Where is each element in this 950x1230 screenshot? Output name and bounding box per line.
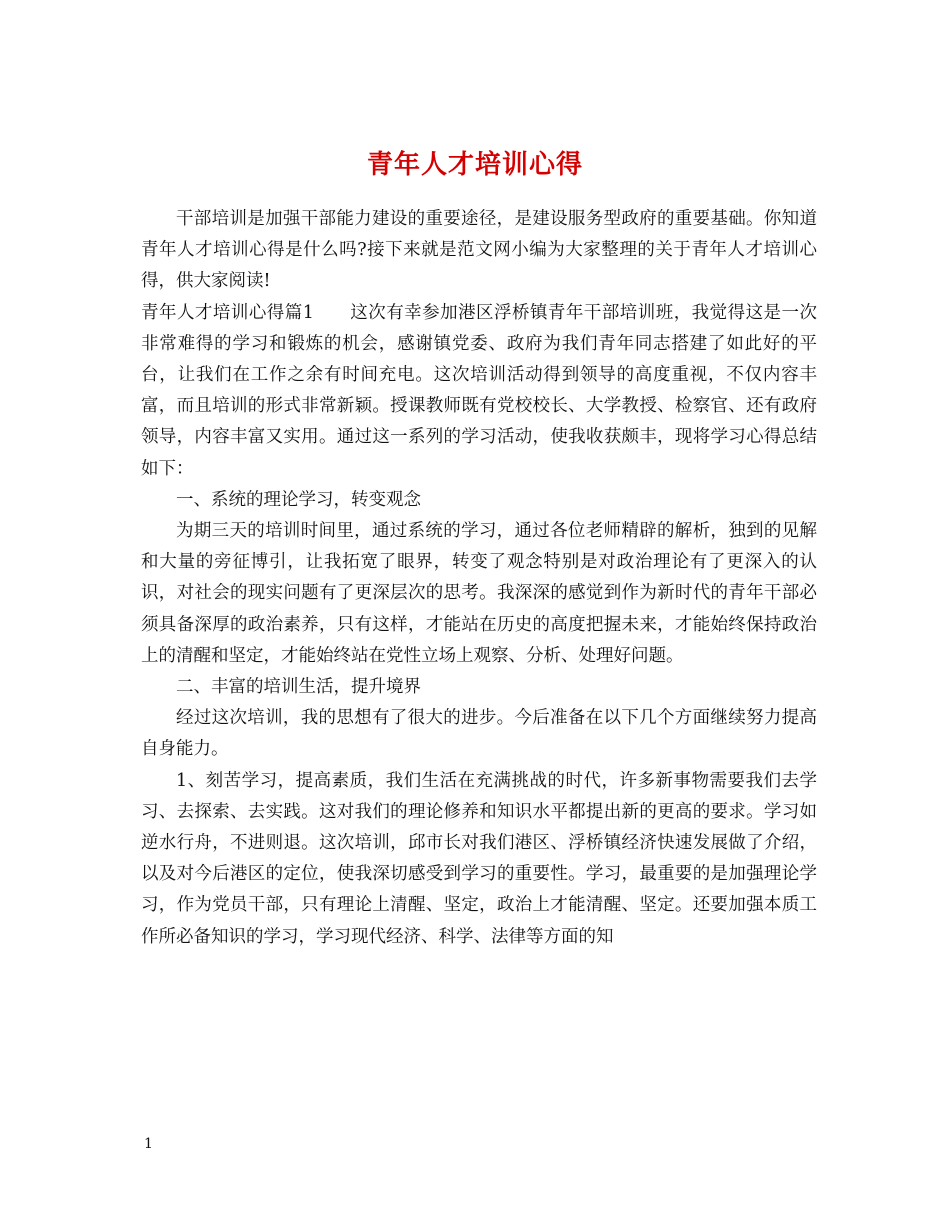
section-1-paragraph: 青年人才培训心得篇1 这次有幸参加港区浮桥镇青年干部培训班，我觉得这是一次非常难得的学习和锻炼的机会，感谢镇党委、政府为我们青年同志搭建了如此好的平台，让我们在工作之余有时间充电。这次培训活动得到领导的高度重视，不仅内容丰富，而且培训的形式非常新颖。授课教师既有党校校长、大学教授、检察官、还有政府领导，内容丰富又实用。通过这一系列的学习活动，使我收获颇丰，现将学习心得总结如下： bbox=[141, 302, 817, 479]
theory-study-paragraph: 为期三天的培训时间里，通过系统的学习，通过各位老师精辟的解析，独到的见解和大量的旁征博引，让我拓宽了眼界，转变了观念特别是对政治理论有了更深入的认识，对社会的现实问题有了更深层次的思考。我深深的感觉到作为新时代的青年干部必须具备深厚的政治素养，只有这样，才能站在历史的高度把握未来，才能始终保持政治上的清醒和坚定，才能始终站在党性立场上观察、分析、处理好问题。 bbox=[141, 521, 817, 666]
intro-paragraph: 干部培训是加强干部能力建设的重要途径，是建设服务型政府的重要基础。你知道青年人才培训心得是什么吗?接下来就是范文网小编为大家整理的关于青年人才培训心得，供大家阅读! bbox=[141, 209, 817, 292]
point-1-paragraph: 1、刻苦学习，提高素质，我们生活在充满挑战的时代，许多新事物需要我们去学习、去探索、去实践。这对我们的理论修养和知识水平都提出新的更高的要求。学习如逆水行舟，不进则退。这次培训，邱市长对我们港区、浮桥镇经济快速发展做了介绍，以及对今后港区的定位，使我深切感受到学习的重要性。学习，最重要的是加强理论学习，作为党员干部，只有理论上清醒、坚定，政治上才能清醒、坚定。还要加强本质工作所必备知识的学习，学习现代经济、科学、法律等方面的知 bbox=[141, 770, 817, 947]
page-number: 1 bbox=[144, 1136, 153, 1152]
document-title: 青年人才培训心得 bbox=[366, 150, 583, 181]
training-life-paragraph: 经过这次培训，我的思想有了很大的进步。今后准备在以下几个方面继续努力提高自身能力。 bbox=[141, 708, 817, 760]
heading-training-life: 二、丰富的培训生活，提升境界 bbox=[176, 677, 421, 698]
heading-theory-study: 一、系统的理论学习，转变观念 bbox=[176, 489, 421, 510]
document-body bbox=[141, 204, 817, 953]
